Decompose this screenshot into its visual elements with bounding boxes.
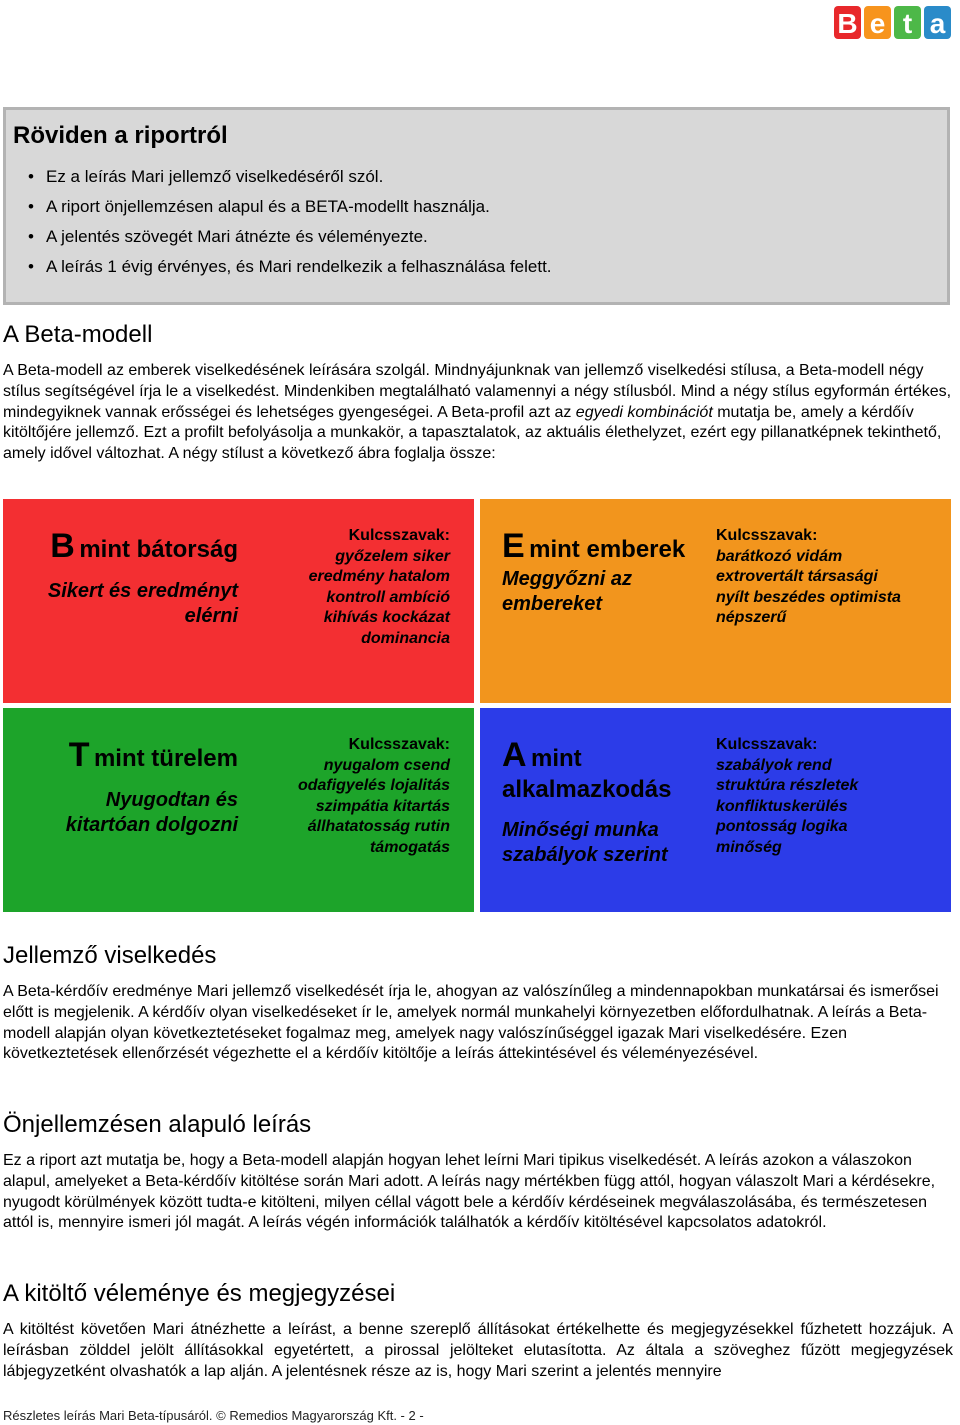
style-t-keywords-label: Kulcsszavak: (348, 736, 450, 753)
style-e-keyword-line: barátkozó vidám (716, 547, 843, 565)
beta-logo (834, 3, 952, 41)
style-t-title (69, 736, 238, 775)
style-a-motto (502, 818, 668, 868)
beta-model-title: A Beta-modell (3, 321, 153, 348)
style-t-keyword-line: támogatás (369, 838, 450, 856)
style-b-title (50, 527, 238, 566)
style-e-word: mint emberek (529, 536, 686, 563)
opinion-text: A kitöltést követően Mari átnézhette a leírást, a benne szereplő állításokat értékelhette és megjegyzésekkel fűzhetett hozzájuk. A leírásban zölddel jelölt állításokkal egyetértett, a pirossal jelölteket elutasította. Az általa a szöveghez fűzött megjegyzések lábjegyzetként olvashatók a lap alján. A jelentésnek része az is, hogy Mari szerint a jelentés mennyire (3, 1321, 953, 1380)
style-e-keywords-label: Kulcsszavak: (716, 527, 818, 544)
style-b-letter: B (50, 527, 75, 565)
style-e-keyword-line: nyílt beszédes optimista (716, 588, 901, 606)
summary-title: Röviden a riportról (13, 122, 228, 149)
summary-item: • A jelentés szövegét Mari átnézte és véleményezte. (6, 222, 552, 252)
style-t-keyword-line: nyugalom csend (323, 756, 450, 774)
style-a-motto-line: Minőségi munka (502, 819, 659, 841)
style-b-word: mint bátorság (79, 536, 238, 563)
style-e-letter: E (502, 527, 525, 565)
style-a-motto-line: szabályok szerint (502, 844, 668, 866)
style-a-keyword-line: minőség (716, 838, 782, 856)
style-t-motto-line: Nyugodtan és (105, 789, 238, 811)
style-t-motto (66, 788, 238, 838)
style-b-keywords-label: Kulcsszavak: (348, 527, 450, 544)
style-e-keywords (716, 526, 901, 629)
style-e-keyword-line: extrovertált társasági (716, 568, 878, 585)
svg-text:t: t (902, 8, 913, 39)
beta-model-text (3, 361, 953, 465)
summary-item: • A leírás 1 évig érvényes, és Mari rendelkezik a felhasználása felett. (6, 252, 552, 282)
style-a-word: mint (531, 745, 582, 772)
style-a-keyword-line: konfliktuskerülés (716, 797, 848, 815)
style-box-e (480, 499, 951, 703)
svg-text:a: a (929, 8, 946, 39)
summary-list (6, 162, 552, 282)
style-e-motto-line: Meggyőzni az (502, 568, 633, 590)
style-b-keyword-line: győzelem siker (335, 547, 450, 565)
style-a-keywords-label: Kulcsszavak: (716, 736, 818, 753)
summary-box (3, 107, 950, 305)
style-box-b (3, 499, 474, 703)
style-b-keyword-line: dominancia (361, 629, 450, 647)
style-b-keyword-line: kontroll ambíció (326, 588, 450, 606)
summary-item: • A riport önjellemzésen alapul és a BETA-modellt használja. (6, 192, 552, 222)
style-box-t (3, 708, 474, 912)
style-b-keyword-line: eredmény hatalom (308, 568, 450, 585)
style-a-word-2: alkalmazkodás (502, 776, 672, 803)
style-t-keywords (298, 735, 450, 858)
style-b-keywords (309, 526, 450, 649)
beta-model-text-1: A Beta-modell az emberek viselkedésének leírására szolgál. Mindnyájunknak van jellemző viselkedési stílusa, a Beta-modell négy stílus segítségével írja le a viselkedést. Mindenkiben megtalálható valamennyi a négy stílusból. Mind a négy stílus egyformán értékes, mindegyiknek vannak erősségei és lehetséges gyengeségei. A Beta-profil azt az (3, 362, 952, 421)
style-a-letter: A (502, 736, 527, 774)
beta-model-text-2: mutatja be, amely a kérdőív kitöltőjére jellemző. Ezt a profilt befolyásolja a munkakör, a tapasztalatok, az aktuális élethelyzet, ezért egy pillanatképnek tekinthető, amely idővel változhat. A négy stílust a következő ábra foglalja össze: (3, 403, 942, 463)
style-t-word: mint türelem (93, 745, 238, 772)
style-t-keyword-line: odafigyelés lojalitás (297, 777, 450, 794)
style-t-keyword-line: állhatatosság rutin (307, 818, 450, 835)
style-e-motto (502, 567, 632, 617)
svg-text:e: e (869, 8, 886, 39)
opinion-title: A kitöltő véleménye és megjegyzései (3, 1280, 396, 1307)
style-e-title (502, 527, 685, 566)
style-b-keyword-line: kihívás kockázat (323, 609, 450, 626)
self-description-text: Ez a riport azt mutatja be, hogy a Beta-modell alapján hogyan lehet leírni Mari tipikus viselkedését. A leírás azokon a válaszokon alapul, amelyeket a Beta-kérdőív kitöltése során Mari adott. A leírás nagy mértékben függ attól, hogyan válaszolt Mari a kérdésekre, nyugodt körülmények között tudta-e kitölteni, milyen céllal vágott bele a kérdőív kérdéseinek megválaszolásába, és természetesen attól is, mennyire ismeri jól magát. A leírás végén információk találhatók a kérdőív kitöltésével kapcsolatos adatokról. (3, 1152, 936, 1232)
svg-text:B: B (837, 8, 858, 39)
style-a-keyword-line: struktúra részletek (716, 777, 859, 794)
style-b-motto (48, 579, 238, 629)
style-b-motto-line: Sikert és eredményt (47, 580, 238, 602)
style-e-motto-line: embereket (502, 593, 603, 615)
summary-item: • Ez a leírás Mari jellemző viselkedéséről szól. (6, 162, 552, 192)
behavior-text: A Beta-kérdőív eredménye Mari jellemző viselkedését írja le, ahogyan az valószínűleg a mindennapokban munkatársai és ismerősei előtt is megjelenik. A kérdőív olyan viselkedéseket ír le, amelyek normál munkahelyi környezetben előfordulhatnak. A leírás a Beta-modell alapján olyan következtetéseket fogalmaz meg, amelyek nagy valószínűséggel igazak Mari viselkedésére. Ezen következtetések ellenőrzését végezhette el a kérdőív kitöltője a leírás áttekintésével és véleményezésével. (3, 983, 939, 1063)
style-b-motto-line: elérni (184, 605, 238, 627)
style-e-keyword-line: népszerű (716, 609, 787, 626)
style-t-motto-line: kitartóan dolgozni (65, 814, 238, 836)
style-t-keyword-line: szimpátia kitartás (315, 797, 450, 815)
style-a-keyword-line: pontosság logika (716, 818, 848, 835)
beta-model-text-em: egyedi kombinációt (575, 403, 713, 421)
style-a-keyword-line: szabályok rend (716, 756, 832, 774)
self-description-title: Önjellemzésen alapuló leírás (3, 1111, 312, 1138)
behavior-title: Jellemző viselkedés (3, 942, 217, 969)
style-t-letter: T (68, 736, 90, 774)
style-a-keywords (716, 735, 858, 858)
style-a-title (502, 736, 582, 775)
page-footer: Részletes leírás Mari Beta-típusáról. © Remedios Magyarország Kft. - 2 - (3, 1408, 424, 1423)
style-box-a (480, 708, 951, 912)
